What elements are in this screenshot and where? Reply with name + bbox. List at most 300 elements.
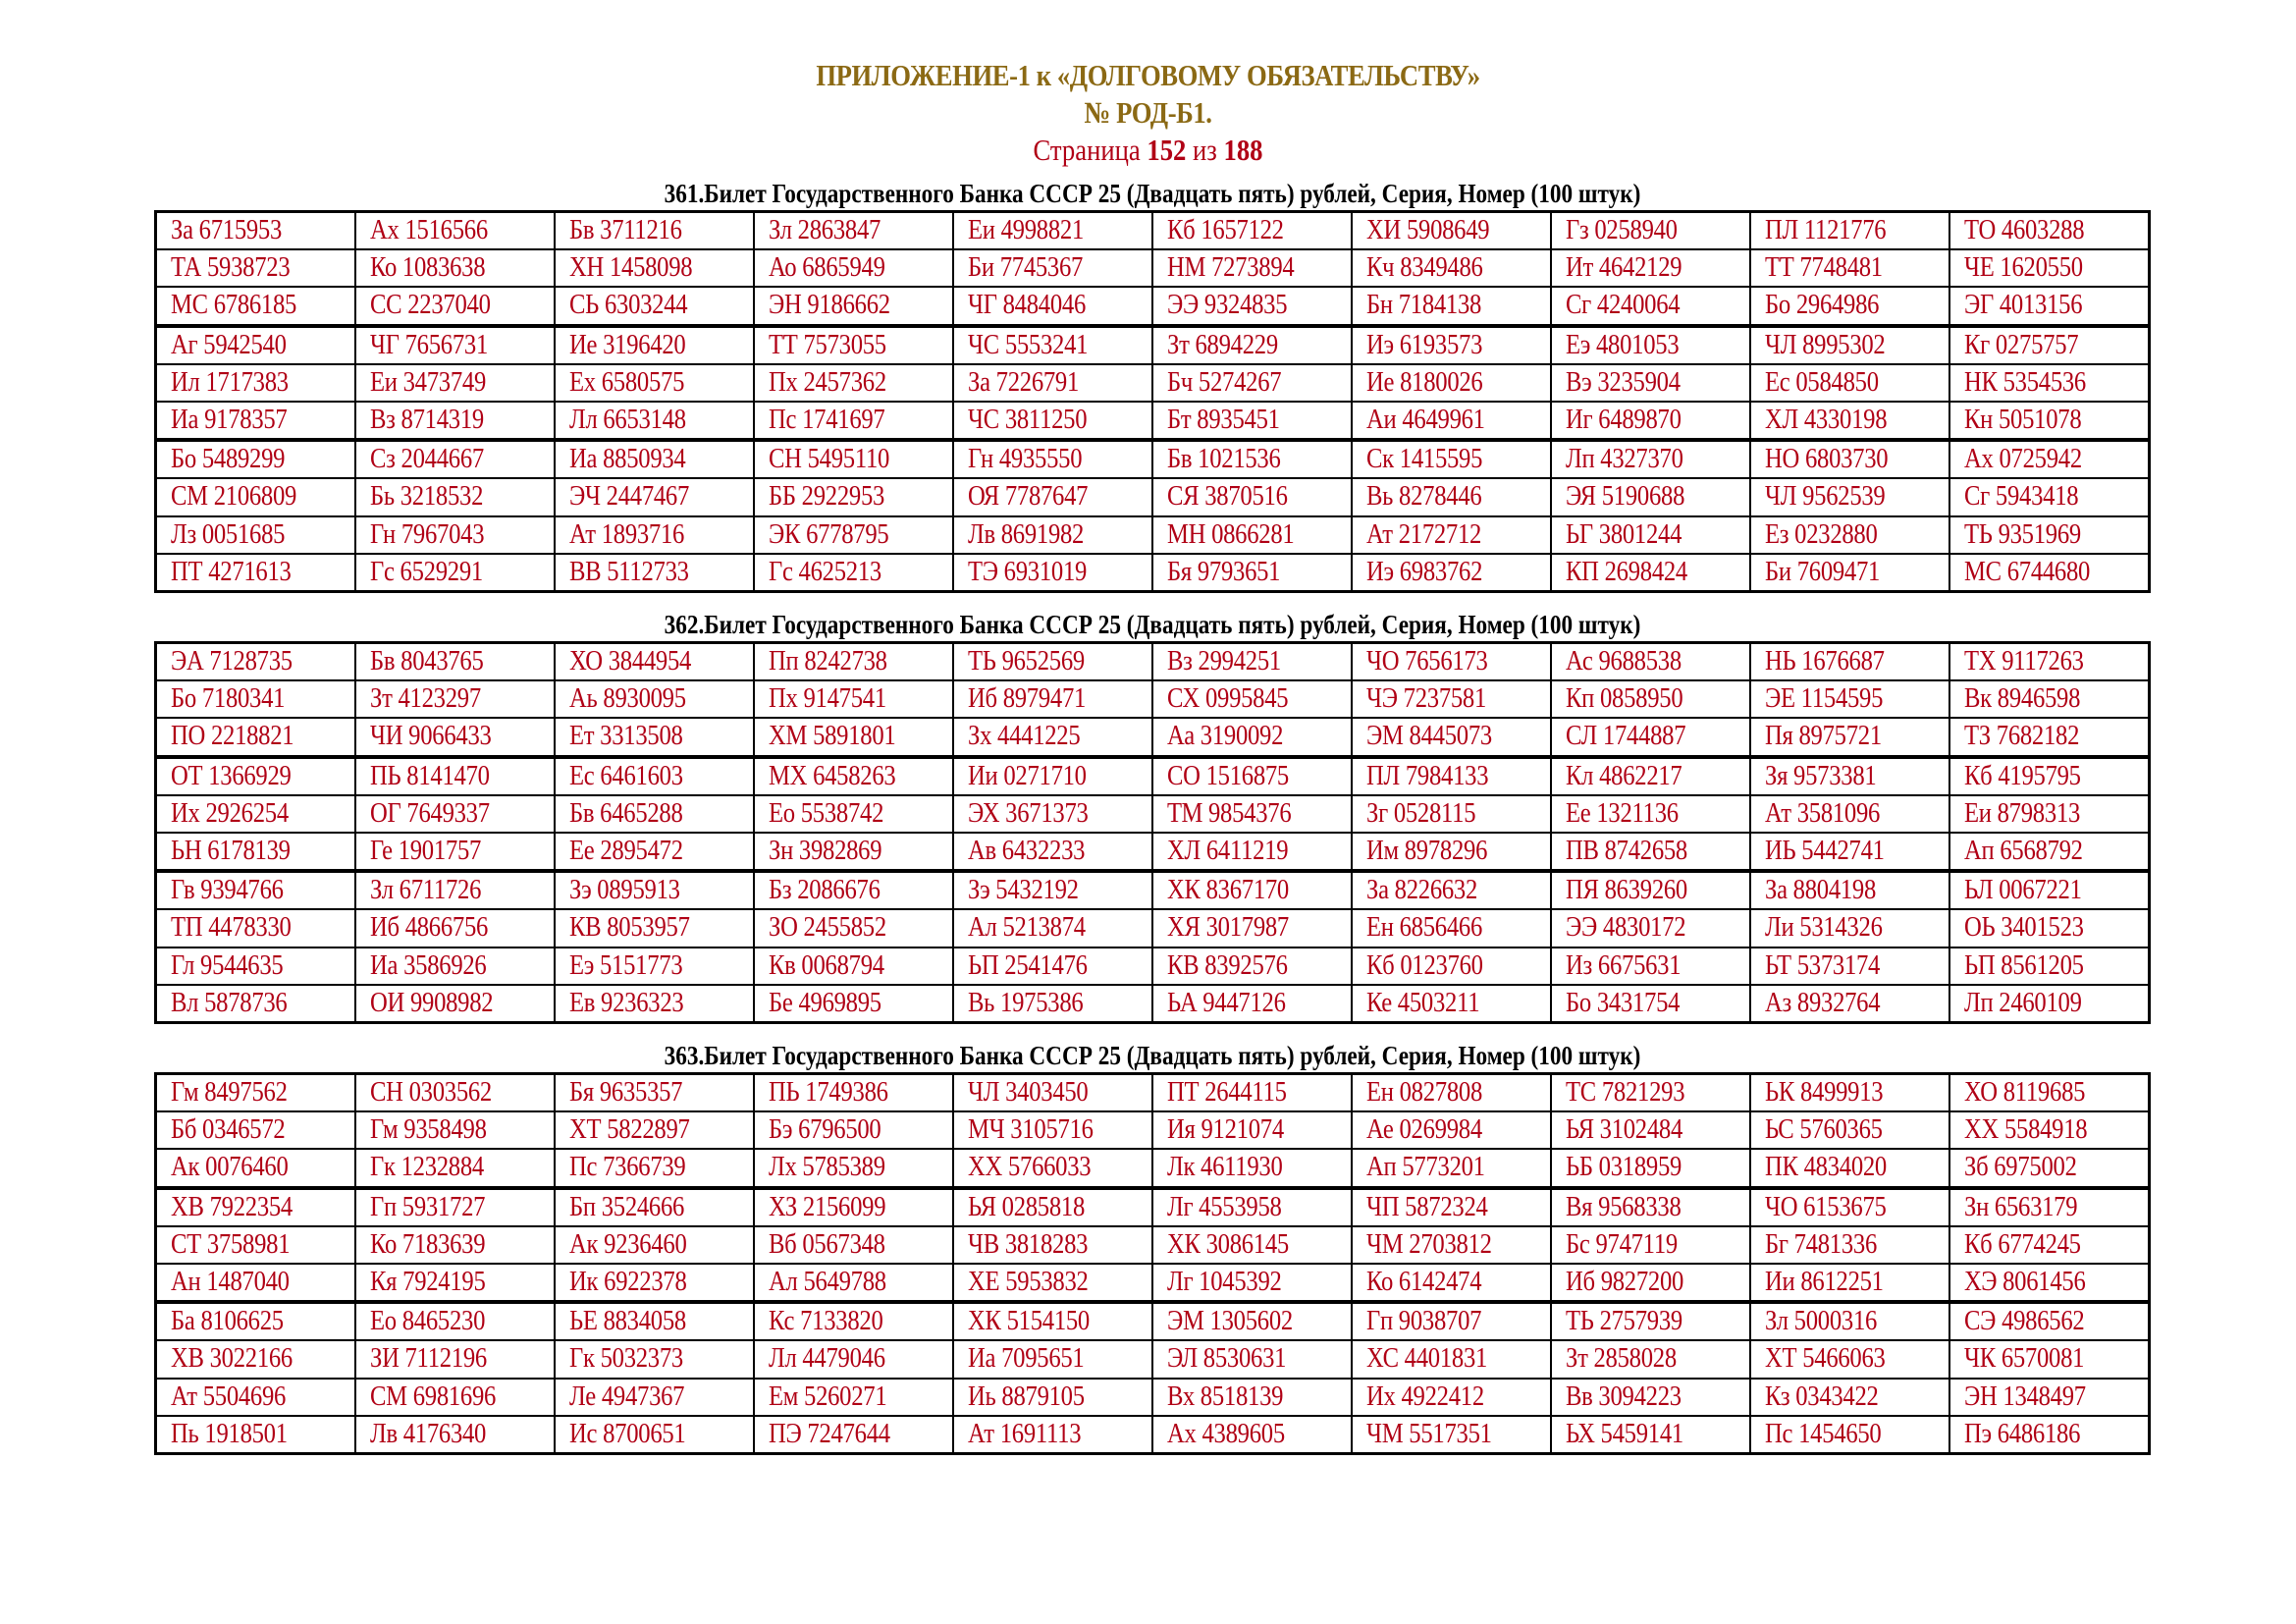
serial-cell	[1551, 440, 1750, 478]
serial-cell	[953, 516, 1152, 554]
serial-number: ЭГ 4013156	[1964, 290, 2083, 321]
serial-number: Бя 9793651	[1166, 556, 1281, 587]
serial-cell	[1551, 364, 1750, 402]
serial-table	[154, 210, 2151, 593]
serial-number: Ие 3196420	[568, 329, 686, 360]
serial-cell	[555, 871, 754, 909]
serial-cell	[754, 364, 953, 402]
serial-cell	[1152, 1149, 1352, 1187]
serial-cell	[1152, 947, 1352, 985]
serial-cell	[953, 718, 1152, 756]
serial-cell	[1152, 718, 1352, 756]
serial-cell	[1551, 718, 1750, 756]
serial-number: ТЬ 2757939	[1566, 1306, 1683, 1337]
serial-number: Ав 6432233	[967, 836, 1086, 867]
serial-cell	[355, 1340, 555, 1378]
serial-cell	[1352, 871, 1551, 909]
serial-number: Лл 6653148	[568, 405, 686, 436]
serial-number: Бе 4969895	[768, 987, 881, 1018]
serial-cell	[1949, 947, 2149, 985]
serial-cell	[754, 680, 953, 718]
serial-number: Гп 9038707	[1366, 1306, 1482, 1337]
serial-number: Гп 5931727	[369, 1191, 485, 1222]
table-row	[156, 249, 2150, 287]
serial-cell	[953, 287, 1152, 325]
serial-cell	[953, 1416, 1152, 1454]
page-mid: из	[1186, 133, 1224, 167]
serial-cell	[1551, 985, 1750, 1023]
serial-cell	[555, 795, 754, 833]
serial-cell	[156, 440, 355, 478]
serial-number: Иэ 6983762	[1366, 556, 1483, 587]
serial-number: ЧС 5553241	[967, 329, 1089, 360]
serial-cell	[156, 478, 355, 515]
serial-number: Иа 8850934	[568, 444, 686, 475]
serial-number: Гн 7967043	[369, 518, 484, 550]
serial-number: Аи 4649961	[1366, 405, 1485, 436]
serial-cell	[355, 1264, 555, 1302]
serial-number: ТТ 7573055	[768, 329, 886, 360]
serial-number: Ле 4947367	[568, 1380, 684, 1412]
table-row	[156, 1074, 2150, 1112]
serial-cell	[1551, 795, 1750, 833]
serial-number: Бо 3431754	[1566, 987, 1681, 1018]
serial-number: Зт 6894229	[1166, 329, 1278, 360]
serial-cell	[1949, 643, 2149, 681]
table-row	[156, 795, 2150, 833]
serial-cell	[1352, 1340, 1551, 1378]
serial-cell	[1949, 1416, 2149, 1454]
serial-cell	[1152, 287, 1352, 325]
serial-cell	[1551, 833, 1750, 871]
serial-number: ЬХ 5459141	[1566, 1418, 1684, 1449]
serial-number: Пс 1454650	[1765, 1418, 1882, 1449]
serial-cell	[1949, 1264, 2149, 1302]
serial-cell	[355, 1111, 555, 1149]
serial-cell	[555, 947, 754, 985]
serial-number: Ео 8465230	[369, 1306, 485, 1337]
serial-number: Ко 1083638	[369, 252, 485, 284]
serial-cell	[1949, 1379, 2149, 1416]
serial-cell	[754, 909, 953, 947]
serial-cell	[555, 1149, 754, 1187]
serial-number: СН 5495110	[768, 444, 889, 475]
serial-cell	[953, 326, 1152, 364]
serial-number: Ил 1717383	[171, 366, 289, 398]
serial-number: ЭМ 1305602	[1166, 1306, 1293, 1337]
serial-number: Вв 3094223	[1566, 1380, 1682, 1412]
serial-cell	[555, 516, 754, 554]
serial-number: ПЬ 1749386	[768, 1077, 888, 1109]
serial-number: ЬП 8561205	[1964, 949, 2085, 981]
serial-cell	[156, 871, 355, 909]
serial-cell	[156, 1226, 355, 1264]
serial-number: Иь 8879105	[967, 1380, 1085, 1412]
serial-number: Бб 0346572	[171, 1114, 286, 1146]
serial-number: Ае 0269984	[1366, 1114, 1482, 1146]
serial-number: ЭА 7128735	[171, 646, 293, 677]
serial-cell	[1750, 795, 1949, 833]
serial-number: ТО 4603288	[1964, 215, 2085, 246]
serial-number: ЭХ 3671373	[967, 797, 1089, 829]
serial-cell	[1750, 1226, 1949, 1264]
serial-cell	[1152, 757, 1352, 795]
serial-cell	[1750, 1149, 1949, 1187]
serial-number: ТС 7821293	[1566, 1077, 1685, 1109]
serial-number: МЧ 3105716	[967, 1114, 1094, 1146]
serial-cell	[1750, 287, 1949, 325]
serial-cell	[1949, 1111, 2149, 1149]
serial-cell	[1551, 402, 1750, 440]
serial-cell	[1551, 287, 1750, 325]
serial-cell	[555, 326, 754, 364]
serial-cell	[355, 402, 555, 440]
serial-number: ЧВ 3818283	[967, 1228, 1089, 1260]
serial-number: Ас 9688538	[1566, 646, 1682, 677]
serial-cell	[555, 554, 754, 592]
serial-cell	[754, 212, 953, 250]
serial-cell	[1152, 1226, 1352, 1264]
serial-number: Вэ 3235904	[1566, 366, 1681, 398]
table-row	[156, 212, 2150, 250]
serial-number: ХИ 5908649	[1366, 215, 1490, 246]
serial-number: Ет 3313508	[568, 721, 683, 752]
serial-number: Ал 5649788	[768, 1267, 886, 1298]
serial-number: МС 6786185	[171, 290, 297, 321]
serial-number: Кп 0858950	[1566, 683, 1683, 715]
serial-number: ПТ 2644115	[1166, 1077, 1287, 1109]
serial-number: ЧП 5872324	[1366, 1191, 1488, 1222]
serial-number: ПВ 8742658	[1566, 836, 1688, 867]
serial-number: Иб 4866756	[369, 912, 488, 944]
serial-number: ПЛ 1121776	[1765, 215, 1887, 246]
serial-number: ЭЭ 4830172	[1566, 912, 1686, 944]
serial-number: ТА 5938723	[171, 252, 291, 284]
serial-cell	[1750, 985, 1949, 1023]
serial-cell	[156, 985, 355, 1023]
serial-cell	[1551, 871, 1750, 909]
serial-number: Вз 2994251	[1166, 646, 1281, 677]
serial-cell	[355, 680, 555, 718]
serial-cell	[1352, 680, 1551, 718]
serial-cell	[754, 1264, 953, 1302]
serial-cell	[1352, 1416, 1551, 1454]
serial-number: ХВ 3022166	[171, 1343, 293, 1375]
serial-cell	[1750, 833, 1949, 871]
serial-cell	[953, 680, 1152, 718]
serial-number: ОГ 7649337	[369, 797, 490, 829]
document-number: № РОД-Б1.	[1084, 95, 1212, 130]
serial-number: ЧГ 8484046	[967, 290, 1086, 321]
serial-number: Пп 8242738	[768, 646, 887, 677]
serial-cell	[1152, 985, 1352, 1023]
serial-number: Зх 4441225	[967, 721, 1081, 752]
serial-number: Зт 4123297	[369, 683, 481, 715]
serial-number: Зг 0528115	[1366, 797, 1476, 829]
serial-cell	[953, 1340, 1152, 1378]
table-row	[156, 757, 2150, 795]
serial-number: Бэ 6796500	[768, 1114, 881, 1146]
serial-cell	[953, 909, 1152, 947]
serial-cell	[1750, 1416, 1949, 1454]
serial-cell	[1152, 364, 1352, 402]
serial-cell	[1152, 680, 1352, 718]
serial-number: Вб 0567348	[768, 1228, 885, 1260]
serial-number: Ак 0076460	[171, 1152, 289, 1183]
serial-cell	[1152, 1188, 1352, 1226]
serial-number: ХЗ 2156099	[768, 1191, 886, 1222]
serial-number: Лв 4176340	[369, 1418, 486, 1449]
serial-number: ПТ 4271613	[171, 556, 292, 587]
serial-cell	[1949, 440, 2149, 478]
serial-number: Вь 1975386	[967, 987, 1084, 1018]
serial-cell	[1352, 1264, 1551, 1302]
serial-number: Ке 4503211	[1366, 987, 1480, 1018]
serial-number: ЭЯ 5190688	[1566, 481, 1685, 513]
serial-number: Аз 8932764	[1765, 987, 1881, 1018]
serial-cell	[754, 947, 953, 985]
serial-cell	[555, 643, 754, 681]
serial-number: ЬЯ 3102484	[1566, 1114, 1683, 1146]
serial-number: Кч 8349486	[1366, 252, 1483, 284]
serial-cell	[555, 680, 754, 718]
serial-number: Кя 7924195	[369, 1267, 486, 1298]
serial-cell	[156, 795, 355, 833]
serial-number: Бо 5489299	[171, 444, 286, 475]
serial-cell	[156, 1264, 355, 1302]
serial-cell	[1949, 985, 2149, 1023]
serial-number: Ех 6580575	[568, 366, 684, 398]
serial-number: Иа 7095651	[967, 1343, 1085, 1375]
serial-number: ОЯ 7787647	[967, 481, 1089, 513]
serial-cell	[953, 364, 1152, 402]
serial-number: Пх 9147541	[768, 683, 886, 715]
serial-number: Ем 5260271	[768, 1380, 887, 1412]
table-row	[156, 1111, 2150, 1149]
serial-number: ХН 1458098	[568, 252, 693, 284]
serial-cell	[355, 1226, 555, 1264]
serial-cell	[1949, 680, 2149, 718]
serial-cell	[1152, 833, 1352, 871]
serial-cell	[953, 795, 1152, 833]
serial-cell	[156, 947, 355, 985]
serial-number: ЗО 2455852	[768, 912, 886, 944]
serial-number: ХК 8367170	[1166, 875, 1289, 906]
serial-number: ХЕ 5953832	[967, 1267, 1089, 1298]
serial-cell	[754, 1188, 953, 1226]
serial-number: ББ 2922953	[768, 481, 884, 513]
serial-number: ЧГ 7656731	[369, 329, 488, 360]
serial-cell	[1352, 364, 1551, 402]
serial-number: ХМ 5891801	[768, 721, 896, 752]
serial-cell	[953, 1226, 1152, 1264]
serial-number: Ез 0232880	[1765, 518, 1878, 550]
serial-cell	[555, 1340, 754, 1378]
serial-number: Иб 8979471	[967, 683, 1086, 715]
serial-number: Гк 5032373	[568, 1343, 683, 1375]
serial-cell	[1551, 1340, 1750, 1378]
serial-cell	[1152, 478, 1352, 515]
serial-cell	[156, 757, 355, 795]
serial-number: Ап 5773201	[1366, 1152, 1485, 1183]
serial-number: Ее 2895472	[568, 836, 683, 867]
serial-number: Зт 2858028	[1566, 1343, 1678, 1375]
serial-cell	[355, 249, 555, 287]
table-row	[156, 718, 2150, 756]
serial-number: Пх 2457362	[768, 366, 886, 398]
serial-number: ЧК 6570081	[1964, 1343, 2085, 1375]
serial-number: ТЬ 9652569	[967, 646, 1085, 677]
serial-cell	[156, 1302, 355, 1340]
serial-number: ТТ 7748481	[1765, 252, 1884, 284]
serial-cell	[953, 249, 1152, 287]
serial-number: Бч 5274267	[1166, 366, 1282, 398]
serial-cell	[953, 1074, 1152, 1112]
serial-number: ПЭ 7247644	[768, 1418, 890, 1449]
serial-cell	[754, 326, 953, 364]
serial-cell	[156, 1074, 355, 1112]
table-row	[156, 985, 2150, 1023]
serial-number: Ии 8612251	[1765, 1267, 1885, 1298]
serial-number: ТМ 9854376	[1166, 797, 1292, 829]
table-row	[156, 680, 2150, 718]
serial-cell	[1949, 287, 2149, 325]
serial-cell	[1750, 1264, 1949, 1302]
serial-number: За 6715953	[171, 215, 283, 246]
serial-number: Вя 9568338	[1566, 1191, 1682, 1222]
serial-cell	[953, 643, 1152, 681]
serial-number: Ба 8106625	[171, 1306, 284, 1337]
serial-cell	[1551, 643, 1750, 681]
section-title: 362.Билет Государственного Банка СССР 25 (Двадцать пять) рублей, Серия, Номер (100 штук)	[664, 610, 1641, 639]
serial-cell	[1551, 1416, 1750, 1454]
serial-cell	[953, 947, 1152, 985]
serial-number: ЭМ 8445073	[1366, 721, 1493, 752]
serial-cell	[355, 795, 555, 833]
serial-number: Ит 4642129	[1566, 252, 1682, 284]
serial-cell	[754, 1379, 953, 1416]
serial-cell	[1750, 440, 1949, 478]
serial-number: Еэ 4801053	[1566, 329, 1680, 360]
serial-number: Пс 7366739	[568, 1152, 686, 1183]
serial-number: Пя 8975721	[1765, 721, 1883, 752]
serial-cell	[555, 1226, 754, 1264]
serial-number: Лв 8691982	[967, 518, 1084, 550]
serial-cell	[754, 1074, 953, 1112]
serial-cell	[1352, 757, 1551, 795]
serial-cell	[1551, 212, 1750, 250]
serial-cell	[355, 985, 555, 1023]
serial-cell	[1750, 402, 1949, 440]
serial-number: ЬК 8499913	[1765, 1077, 1884, 1109]
page-prefix: Страница	[1033, 133, 1148, 167]
serial-cell	[156, 909, 355, 947]
serial-cell	[953, 1149, 1152, 1187]
serial-cell	[355, 718, 555, 756]
serial-cell	[1352, 516, 1551, 554]
page-current: 152	[1147, 133, 1187, 167]
serial-number: ТЬ 9351969	[1964, 518, 2082, 550]
serial-number: ОИ 9908982	[369, 987, 493, 1018]
serial-number: Им 8978296	[1366, 836, 1488, 867]
serial-number: КВ 8392576	[1166, 949, 1288, 981]
serial-number: Кб 1657122	[1166, 215, 1284, 246]
serial-cell	[1949, 554, 2149, 592]
serial-number: Зб 6975002	[1964, 1152, 2077, 1183]
serial-number: ХЛ 6411219	[1166, 836, 1289, 867]
page-indicator	[161, 132, 2136, 169]
serial-cell	[1352, 212, 1551, 250]
serial-cell	[555, 1074, 754, 1112]
serial-number: Пь 1918501	[171, 1418, 288, 1449]
table-row	[156, 554, 2150, 592]
serial-number: СМ 2106809	[171, 481, 297, 513]
serial-cell	[555, 1302, 754, 1340]
serial-cell	[953, 833, 1152, 871]
table-row	[156, 478, 2150, 515]
serial-cell	[1551, 249, 1750, 287]
serial-number: Ат 1691113	[967, 1418, 1082, 1449]
serial-cell	[754, 871, 953, 909]
serial-cell	[1750, 1188, 1949, 1226]
serial-cell	[355, 1074, 555, 1112]
banknote-section-361	[154, 177, 2151, 593]
serial-cell	[355, 1416, 555, 1454]
table-row	[156, 833, 2150, 871]
serial-number: ЧИ 9066433	[369, 721, 492, 752]
serial-number: Бо 7180341	[171, 683, 286, 715]
table-row	[156, 947, 2150, 985]
serial-number: ХК 3086145	[1166, 1228, 1289, 1260]
serial-number: Гз 0258940	[1566, 215, 1678, 246]
serial-number: Лх 5785389	[768, 1152, 885, 1183]
serial-number: Вк 8946598	[1964, 683, 2081, 715]
serial-number: ЬС 5760365	[1765, 1114, 1883, 1146]
serial-number: ХТ 5466063	[1765, 1343, 1886, 1375]
serial-number: Иб 9827200	[1566, 1267, 1684, 1298]
serial-number: Кн 5051078	[1964, 405, 2082, 436]
serial-cell	[953, 1188, 1152, 1226]
document-header	[0, 57, 2296, 169]
serial-number: Ие 8180026	[1366, 366, 1483, 398]
serial-number: Бт 8935451	[1166, 405, 1280, 436]
serial-cell	[1551, 947, 1750, 985]
serial-cell	[1152, 871, 1352, 909]
serial-cell	[1352, 833, 1551, 871]
serial-cell	[1352, 1074, 1551, 1112]
serial-cell	[1352, 287, 1551, 325]
serial-number: ЬЯ 0285818	[967, 1191, 1085, 1222]
serial-number: ХЛ 4330198	[1765, 405, 1888, 436]
serial-number: Иэ 6193573	[1366, 329, 1483, 360]
serial-cell	[1750, 1111, 1949, 1149]
serial-number: СН 0303562	[369, 1077, 492, 1109]
serial-number: НК 5354536	[1964, 366, 2087, 398]
table-row	[156, 326, 2150, 364]
serial-cell	[355, 364, 555, 402]
serial-cell	[953, 1302, 1152, 1340]
serial-cell	[156, 516, 355, 554]
serial-cell	[953, 1379, 1152, 1416]
serial-number: Бв 8043765	[369, 646, 484, 677]
serial-cell	[555, 1111, 754, 1149]
serial-number: Гв 9394766	[171, 875, 284, 906]
serial-cell	[754, 757, 953, 795]
serial-cell	[1750, 478, 1949, 515]
serial-cell	[1750, 212, 1949, 250]
serial-cell	[1551, 1074, 1750, 1112]
serial-cell	[1152, 249, 1352, 287]
